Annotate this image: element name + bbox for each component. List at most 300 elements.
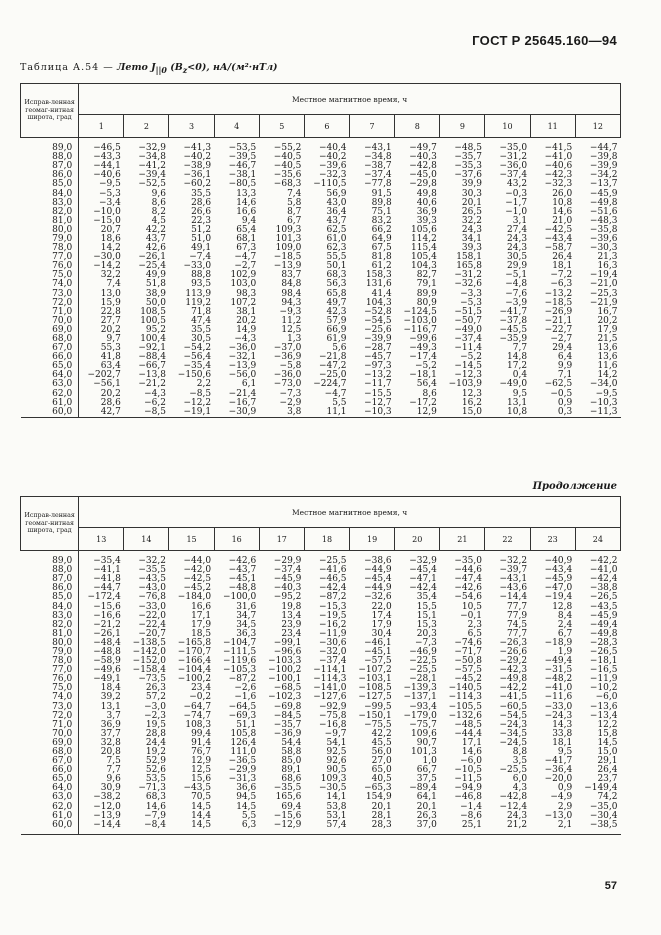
value-cell: 115,4 — [411, 243, 437, 254]
value-cell: 20,2 — [597, 315, 618, 326]
value-cell: −31,5 — [544, 665, 573, 676]
value-cell: −74,6 — [454, 637, 482, 648]
value-cell: −19,1 — [169, 408, 214, 418]
caption-title: Таблица А.54 — — [20, 62, 114, 73]
value-cell: −48,2 — [544, 674, 573, 685]
value-cell: 42,2 — [145, 224, 166, 235]
value-cell: −40,6 — [93, 170, 121, 181]
value-cell: −25,4 — [138, 261, 166, 272]
latitude-cell: 78,0 — [21, 244, 79, 253]
value-cell: −42,5 — [183, 574, 212, 585]
value-cell: 12,3 — [461, 388, 482, 399]
value-cell: −32,2 — [499, 556, 528, 567]
value-cell: 7,5 — [106, 756, 121, 767]
value-cell: 40,6 — [416, 197, 437, 208]
value-cell: −3,0 — [144, 701, 166, 712]
value-cell: −18,1 — [409, 370, 437, 381]
value-cell: −13,4 — [589, 710, 618, 721]
value-cell: −38,5 — [575, 821, 620, 835]
value-cell: −46,5 — [93, 143, 121, 154]
value-cell: −49,0 — [499, 379, 528, 390]
value-cell: −37,4 — [454, 334, 482, 345]
value-cell: −11,3 — [575, 408, 620, 418]
value-cell: 15,0 — [597, 747, 618, 758]
value-cell: −40,5 — [273, 152, 302, 163]
value-cell: 15,8 — [597, 728, 618, 739]
value-cell: −38,6 — [364, 556, 392, 567]
value-cell: 58,8 — [281, 747, 302, 758]
value-cell: 81,8 — [371, 252, 392, 263]
value-cell: 89,8 — [371, 197, 392, 208]
value-cell: −29,2 — [499, 656, 528, 667]
value-cell: −42,4 — [589, 574, 618, 585]
value-cell: −57,5 — [454, 665, 482, 676]
value-cell: 104,3 — [365, 297, 392, 308]
value-cell: 47,4 — [191, 315, 212, 326]
value-cell: −100,2 — [268, 665, 302, 676]
value-cell: 2,4 — [557, 619, 573, 630]
value-cell: −92,1 — [138, 343, 166, 354]
value-cell: 18,4 — [100, 683, 121, 694]
value-cell: −16,8 — [318, 719, 347, 730]
value-cell: −45,1 — [228, 574, 257, 585]
value-cell: −9,5 — [98, 179, 121, 190]
value-cell: −10,2 — [589, 683, 618, 694]
value-cell: −110,5 — [313, 179, 347, 190]
latitude-cell: 67,0 — [21, 757, 79, 766]
value-cell: 104,3 — [411, 261, 437, 272]
latitude-cell: 70,0 — [21, 730, 79, 739]
value-cell: −49,0 — [454, 324, 482, 335]
latitude-cell: 77,0 — [21, 666, 79, 675]
value-cell: 16,6 — [236, 206, 257, 217]
value-cell: 42,7 — [79, 408, 124, 418]
value-cell: −30,4 — [589, 810, 618, 821]
value-cell: −48,5 — [454, 143, 482, 154]
value-cell: −73,0 — [273, 379, 302, 390]
value-cell: 56,0 — [371, 747, 392, 758]
latitude-cell: 82,0 — [21, 208, 79, 217]
hour-header: 20 — [395, 528, 440, 551]
value-cell: −49,6 — [93, 665, 121, 676]
value-cell: −41,0 — [589, 565, 618, 576]
value-cell: −99,1 — [273, 637, 302, 648]
value-cell: 165,6 — [275, 792, 302, 803]
latitude-cell: 81,0 — [21, 217, 79, 226]
value-cell: 35,5 — [191, 324, 212, 335]
value-cell: 94,3 — [281, 297, 302, 308]
value-cell: −0,2 — [189, 692, 212, 703]
value-cell: 28,6 — [191, 197, 212, 208]
value-cell: 8,8 — [512, 747, 528, 758]
local-time-header: Местное магнитное время, ч — [79, 84, 621, 115]
value-cell: −22,7 — [544, 324, 573, 335]
value-cell: −4,7 — [234, 252, 257, 263]
value-cell: −87,2 — [228, 674, 257, 685]
value-cell: 0,3 — [530, 408, 575, 418]
value-cell: −150,6 — [177, 370, 212, 381]
value-cell: −29,8 — [409, 179, 437, 190]
value-cell: 17,9 — [597, 324, 618, 335]
latitude-header: Исправ-ленная геомаг-нитная широта, град — [21, 84, 79, 138]
value-cell: −95,2 — [273, 592, 302, 603]
latitude-cell: 84,0 — [21, 602, 79, 611]
value-cell: −45,9 — [544, 574, 573, 585]
value-cell: −9,7 — [324, 728, 347, 739]
value-cell: 105,8 — [230, 728, 257, 739]
value-cell: −22,5 — [409, 656, 437, 667]
value-cell: 24,3 — [507, 243, 528, 254]
value-cell: −50,7 — [454, 315, 482, 326]
value-cell: −172,4 — [87, 592, 121, 603]
page-number: 57 — [604, 880, 617, 892]
value-cell: 91,5 — [371, 188, 392, 199]
value-cell: 14,6 — [461, 747, 482, 758]
hour-header: 24 — [575, 528, 620, 551]
value-cell: −76,8 — [138, 592, 166, 603]
value-cell: −46,1 — [364, 637, 392, 648]
value-cell: −41,5 — [499, 692, 528, 703]
value-cell: −1,6 — [234, 692, 257, 703]
value-cell: −34,8 — [364, 152, 392, 163]
value-cell: 109,0 — [275, 243, 302, 254]
value-cell: 5,8 — [287, 197, 302, 208]
value-cell: −54,5 — [499, 710, 528, 721]
value-cell: −10,3 — [589, 397, 618, 408]
value-cell: −0,3 — [505, 188, 528, 199]
value-cell: 39,2 — [100, 692, 121, 703]
value-cell: 14,6 — [236, 197, 257, 208]
value-cell: 100,5 — [140, 315, 166, 326]
value-cell: −40,5 — [273, 161, 302, 172]
value-cell: −116,7 — [403, 324, 437, 335]
hour-header: 17 — [259, 528, 304, 551]
value-cell: −22,4 — [138, 619, 166, 630]
hour-header: 1 — [79, 115, 124, 138]
value-cell: 16,2 — [461, 397, 482, 408]
value-cell: −35,7 — [273, 719, 302, 730]
value-cell: −13,0 — [544, 810, 573, 821]
value-cell: −34,0 — [589, 379, 618, 390]
value-cell: −37,4 — [273, 565, 302, 576]
value-cell: −105,5 — [448, 701, 482, 712]
value-cell: 28,8 — [145, 728, 166, 739]
value-cell: −184,0 — [177, 592, 212, 603]
value-cell: −35,3 — [454, 161, 482, 172]
value-cell: −49,8 — [589, 197, 618, 208]
value-cell: −71,7 — [454, 646, 482, 657]
value-cell: −64,7 — [183, 701, 212, 712]
value-cell: −88,4 — [138, 352, 166, 363]
value-cell: 5,5 — [241, 810, 257, 821]
value-cell: −42,3 — [544, 170, 573, 181]
value-cell: 29,4 — [552, 343, 573, 354]
value-cell: −132,6 — [448, 710, 482, 721]
value-cell: −43,4 — [544, 565, 573, 576]
value-cell: 37,5 — [416, 774, 437, 785]
value-cell: −40,2 — [183, 152, 212, 163]
value-cell: 105,4 — [411, 252, 437, 263]
value-cell: 56,3 — [326, 279, 347, 290]
value-cell: 53,5 — [145, 774, 166, 785]
hour-header: 19 — [350, 528, 395, 551]
value-cell: −49,8 — [499, 674, 528, 685]
value-cell: −16,6 — [93, 610, 121, 621]
value-cell: 30,3 — [461, 188, 482, 199]
value-cell: −11,9 — [318, 628, 347, 639]
value-cell: −74,7 — [183, 710, 212, 721]
latitude-cell: 88,0 — [21, 153, 79, 162]
value-cell: 49,8 — [416, 188, 437, 199]
value-cell: −100,0 — [222, 592, 257, 603]
value-cell: 35,5 — [191, 188, 212, 199]
value-cell: −92,9 — [318, 701, 347, 712]
value-cell: 11,1 — [304, 408, 349, 418]
value-cell: 90,7 — [416, 737, 437, 748]
value-cell: 12,9 — [191, 756, 212, 767]
value-cell: −45,9 — [273, 574, 302, 585]
value-cell: 13,1 — [507, 397, 528, 408]
latitude-cell: 61,0 — [21, 812, 79, 821]
value-cell: 91,4 — [191, 737, 212, 748]
value-cell: 17,9 — [371, 619, 392, 630]
value-cell: 43,2 — [507, 179, 528, 190]
hour-header: 7 — [350, 115, 395, 138]
latitude-cell: 73,0 — [21, 290, 79, 299]
hour-header: 3 — [169, 115, 214, 138]
value-cell: −170,7 — [177, 646, 212, 657]
value-cell: −36,1 — [183, 170, 212, 181]
latitude-cell: 87,0 — [21, 162, 79, 171]
value-cell: 8,7 — [287, 206, 302, 217]
value-cell: −1,4 — [460, 801, 482, 812]
latitude-cell: 62,0 — [21, 390, 79, 399]
value-cell: −139,3 — [403, 683, 437, 694]
value-cell: −42,8 — [499, 792, 528, 803]
value-cell: −97,3 — [364, 361, 392, 372]
table-row — [21, 408, 621, 418]
value-cell: −36,0 — [273, 370, 302, 381]
value-cell: −38,2 — [93, 792, 121, 803]
value-cell: −45,9 — [589, 610, 618, 621]
value-cell: 22,0 — [371, 601, 392, 612]
value-cell: −149,4 — [584, 783, 618, 794]
value-cell: −137,1 — [403, 692, 437, 703]
value-cell: −39,9 — [364, 334, 392, 345]
latitude-cell: 65,0 — [21, 775, 79, 784]
value-cell: 20,2 — [100, 388, 121, 399]
value-cell: −65,3 — [364, 783, 392, 794]
value-cell: 63,4 — [100, 361, 121, 372]
value-cell: −37,0 — [273, 343, 302, 354]
value-cell: 55,3 — [100, 343, 121, 354]
value-cell: −2,6 — [234, 683, 257, 694]
value-cell: 68,1 — [236, 233, 257, 244]
value-cell: 92,6 — [326, 756, 347, 767]
value-cell: −14,4 — [499, 592, 528, 603]
value-cell: −127,6 — [313, 692, 347, 703]
value-cell: −42,0 — [183, 565, 212, 576]
value-cell: 34,7 — [236, 610, 257, 621]
value-cell: −45,4 — [364, 574, 392, 585]
value-cell: −80,5 — [228, 179, 257, 190]
value-cell: −47,2 — [318, 361, 347, 372]
value-cell: 53,8 — [326, 801, 347, 812]
value-cell: 100,4 — [140, 334, 166, 345]
value-cell: −4,9 — [550, 792, 573, 803]
value-cell: −44,1 — [93, 161, 121, 172]
value-cell: 68,3 — [145, 792, 166, 803]
value-cell: 28,6 — [100, 397, 121, 408]
value-cell: −26,1 — [138, 252, 166, 263]
value-cell: 14,1 — [326, 792, 347, 803]
value-cell: −73,5 — [138, 674, 166, 685]
value-cell: 50,1 — [326, 261, 347, 272]
value-cell: 126,4 — [230, 737, 257, 748]
value-cell: 15,3 — [416, 619, 437, 630]
hour-header: 4 — [214, 115, 259, 138]
value-cell: −40,3 — [409, 152, 437, 163]
value-cell: −9,3 — [279, 306, 302, 317]
value-cell: −45,2 — [183, 583, 212, 594]
value-cell: 43,0 — [326, 197, 347, 208]
value-cell: −94,9 — [454, 783, 482, 794]
value-cell: −36,0 — [499, 161, 528, 172]
value-cell: 77,9 — [507, 610, 528, 621]
value-cell: 10,8 — [552, 197, 573, 208]
value-cell: 7,7 — [512, 343, 528, 354]
value-cell: 61,0 — [326, 233, 347, 244]
value-cell: −141,0 — [313, 683, 347, 694]
value-cell: −21,2 — [138, 379, 166, 390]
latitude-cell: 64,0 — [21, 371, 79, 380]
value-cell: 0,9 — [557, 397, 573, 408]
value-cell: 13,0 — [100, 288, 121, 299]
value-cell: 158,1 — [456, 252, 482, 263]
value-cell: 108,5 — [140, 306, 166, 317]
value-cell: −37,4 — [364, 170, 392, 181]
value-cell: 7,7 — [106, 765, 121, 776]
value-cell: −42,5 — [544, 224, 573, 235]
value-cell: −13,7 — [589, 179, 618, 190]
table-caption — [20, 62, 278, 75]
value-cell: −34,2 — [589, 170, 618, 181]
value-cell: 49,7 — [326, 297, 347, 308]
value-cell: −224,7 — [313, 379, 347, 390]
value-cell: 12,9 — [395, 408, 440, 418]
value-cell: 29,9 — [507, 261, 528, 272]
value-cell: −46,5 — [318, 574, 347, 585]
value-cell: −25,3 — [589, 288, 618, 299]
value-cell: 37,7 — [100, 728, 121, 739]
value-cell: −35,7 — [454, 152, 482, 163]
value-cell: 13,6 — [597, 352, 618, 363]
value-cell: 19,8 — [281, 601, 302, 612]
value-cell: −40,2 — [318, 152, 347, 163]
value-cell: 14,5 — [597, 737, 618, 748]
value-cell: 36,9 — [416, 206, 437, 217]
value-cell: 6,5 — [467, 628, 482, 639]
value-cell: −29,9 — [273, 556, 302, 567]
value-cell: 8,6 — [422, 388, 437, 399]
value-cell: −75,7 — [409, 719, 437, 730]
value-cell: −48,4 — [93, 637, 121, 648]
value-cell: −39,8 — [589, 152, 618, 163]
value-cell: −40,9 — [544, 556, 573, 567]
value-cell: −46,8 — [454, 792, 482, 803]
latitude-cell: 63,0 — [21, 793, 79, 802]
value-cell: −34,5 — [499, 728, 528, 739]
value-cell: −30,6 — [318, 637, 347, 648]
value-cell: 55,5 — [326, 252, 347, 263]
caption-symbol: J — [151, 62, 156, 73]
hour-header: 6 — [304, 115, 349, 138]
value-cell: −45,7 — [364, 352, 392, 363]
value-cell: 24,3 — [507, 810, 528, 821]
value-cell: 13,6 — [597, 343, 618, 354]
value-cell: 24,3 — [507, 233, 528, 244]
value-cell: 22,3 — [191, 215, 212, 226]
value-cell: 26,4 — [597, 765, 618, 776]
latitude-cell: 85,0 — [21, 593, 79, 602]
value-cell: 12,5 — [191, 765, 212, 776]
latitude-cell: 89,0 — [21, 551, 79, 567]
value-cell: 56,9 — [326, 188, 347, 199]
value-cell: −36,9 — [273, 352, 302, 363]
value-cell: 43,7 — [326, 215, 347, 226]
value-cell: −43,1 — [364, 143, 392, 154]
value-cell: −127,5 — [358, 692, 392, 703]
latitude-cell: 83,0 — [21, 199, 79, 208]
latitude-cell: 64,0 — [21, 784, 79, 793]
value-cell: 83,7 — [281, 270, 302, 281]
value-cell: −13,9 — [273, 261, 302, 272]
value-cell: −33,0 — [544, 701, 573, 712]
value-cell: −75,8 — [318, 710, 347, 721]
value-cell: 94,5 — [236, 792, 257, 803]
value-cell: 15,9 — [100, 297, 121, 308]
value-cell: −38,7 — [364, 161, 392, 172]
value-cell: 5,6 — [332, 343, 347, 354]
value-cell: −39,6 — [318, 161, 347, 172]
value-cell: −32,9 — [138, 143, 166, 154]
value-cell: 14,9 — [236, 324, 257, 335]
latitude-cell: 73,0 — [21, 703, 79, 712]
hour-header: 14 — [124, 528, 169, 551]
value-cell: 0,4 — [512, 370, 528, 381]
value-cell: 83,2 — [371, 215, 392, 226]
value-cell: 6,1 — [241, 379, 257, 390]
value-cell: 30,5 — [507, 252, 528, 263]
value-cell: −31,2 — [454, 270, 482, 281]
value-cell: −13,2 — [364, 370, 392, 381]
value-cell: 107,2 — [230, 297, 257, 308]
value-cell: 2,2 — [196, 379, 212, 390]
value-cell: 9,6 — [106, 774, 121, 785]
caption-condition-sub: z — [182, 65, 188, 75]
table-row — [21, 138, 621, 154]
value-cell: 95,2 — [145, 324, 166, 335]
value-cell: −44,7 — [93, 583, 121, 594]
value-cell: −15,0 — [93, 215, 121, 226]
value-cell: 36,9 — [100, 719, 121, 730]
value-cell: −45,1 — [364, 646, 392, 657]
value-cell: −56,0 — [228, 370, 257, 381]
value-cell: 45,5 — [371, 737, 392, 748]
value-cell: 64,9 — [371, 233, 392, 244]
value-cell: 6,7 — [287, 215, 302, 226]
value-cell: 28,1 — [371, 810, 392, 821]
